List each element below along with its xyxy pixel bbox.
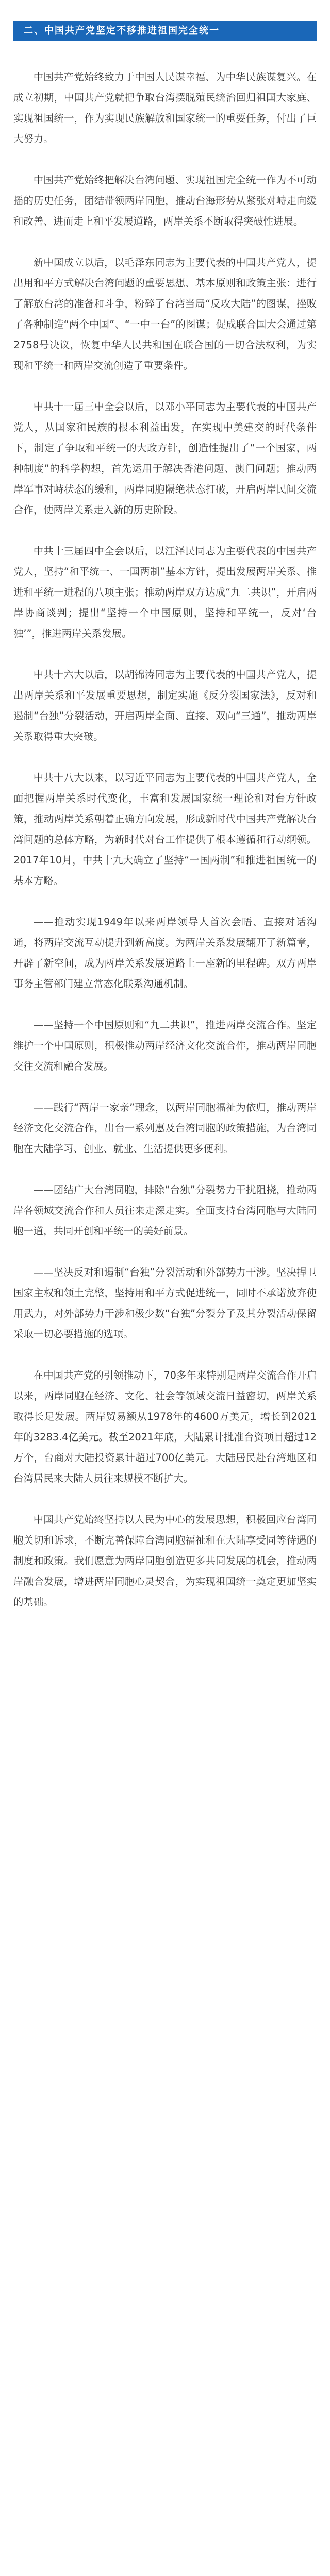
section-title: 二、中国共产党坚定不移推进祖国完全统一 — [24, 25, 220, 36]
paragraph-9: ——坚持一个中国原则和“九二共识”，推进两岸交流合作。坚定维护一个中国原则，积极推动两岸经济文化交流合作，推动两岸同胞交往交流和融合发展。 — [13, 1019, 317, 1072]
paragraph-1: 中国共产党始终致力于中国人民谋幸福、为中华民族谋复兴。在成立初期，中国共产党就把争取台湾摆脱殖民统治回归祖国大家庭、实现祖国统一，作为实现民族解放和国家统一的重要任务，付出了巨大努力。 — [13, 71, 317, 145]
paragraph-4: 中共十一届三中全会以后，以邓小平同志为主要代表的中国共产党人，从国家和民族的根本利益出发，在实现中美建交的时代条件下，制定了争取和平统一的大政方针，创造性提出了“一个国家，两种制度”的科学构想，首先运用于解决香港问题、澳门问题；推动两岸军事对峙状态的缓和，两岸同胞隔绝状态打破，开启两岸民间交流合作，使两岸关系走入新的历史阶段。 — [13, 401, 317, 516]
paragraph-6: 中共十六大以后，以胡锦涛同志为主要代表的中国共产党人，提出两岸关系和平发展重要思想，制定实施《反分裂国家法》，反对和遏制“台独”分裂活动，开启两岸全面、直接、双向“三通”，推动两岸关系取得重大突破。 — [13, 669, 317, 742]
paragraph-2: 中国共产党始终把解决台湾问题、实现祖国完全统一作为不可动摇的历史任务，团结带领两岸同胞，推动台海形势从紧张对峙走向缓和改善、进而走上和平发展道路，两岸关系不断取得突破性进展。 — [13, 174, 317, 227]
paragraph-12: ——坚决反对和遏制“台独”分裂活动和外部势力干涉。坚决捍卫国家主权和领土完整，坚持用和平方式促进统一，同时不承诺放弃使用武力，对外部势力干涉和极少数“台独”分裂分子及其分裂活动保留采取一切必要措施的选项。 — [13, 1266, 317, 1340]
paragraph-14: 中国共产党始终坚持以人民为中心的发展思想，积极回应台湾同胞关切和诉求，不断完善保障台湾同胞福祉和在大陆享受同等待遇的制度和政策。我们愿意为两岸同胞创造更多共同发展的机会，推动两岸融合发展，增进两岸同胞心灵契合，为实现祖国统一奠定更加坚实的基础。 — [13, 1514, 317, 1608]
paragraph-11: ——团结广大台湾同胞，排除“台独”分裂势力干扰阻挠，推动两岸各领域交流合作和人员往来走深走实。全面支持台湾同胞与大陆同胞一道，共同开创和平统一的美好前景。 — [13, 1184, 317, 1237]
paragraph-13: 在中国共产党的引领推动下，70多年来特别是两岸交流合作开启以来，两岸同胞在经济、文化、社会等领域交流日益密切，两岸关系取得长足发展。两岸贸易额从1978年的4600万美元，增长到2021年的3283.4亿美元。截至2021年底，大陆累计批准台资项目超过12万个，台商对大陆投资累计超过700亿美元。大陆居民赴台湾地区和台湾居民来大陆人员往来规模不断扩大。 — [13, 1369, 317, 1484]
paragraph-8: ——推动实现1949年以来两岸领导人首次会晤、直接对话沟通，将两岸交流互动提升到新高度。为两岸关系发展翻开了新篇章，开辟了新空间，成为两岸关系发展道路上一座新的里程碑。双方两岸事务主管部门建立常态化联系沟通机制。 — [13, 916, 317, 990]
article-body — [13, 67, 317, 1633]
section-header — [13, 21, 317, 41]
paragraph-5: 中共十三届四中全会以后，以江泽民同志为主要代表的中国共产党人，坚持“和平统一、一国两制”基本方针，提出发展两岸关系、推进和平统一进程的八项主张；推动两岸双方达成“九二共识”，开启两岸协商谈判；提出“坚持一个中国原则，坚持和平统一，反对‘台独’”，推进两岸关系发展。 — [13, 545, 317, 639]
paragraph-7: 中共十八大以来，以习近平同志为主要代表的中国共产党人，全面把握两岸关系时代变化，丰富和发展国家统一理论和对台方针政策，推动两岸关系朝着正确方向发展，形成新时代中国共产党解决台湾问题的总体方略，为新时代对台工作提供了根本遵循和行动纲领。2017年10月，中共十九大确立了坚持“一国两制”和推进祖国统一的基本方略。 — [13, 772, 317, 887]
paragraph-10: ——践行“两岸一家亲”理念，以两岸同胞福祉为依归，推动两岸经济文化交流合作，出台一系列惠及台湾同胞的政策措施，为台湾同胞在大陆学习、创业、就业、生活提供更多便利。 — [13, 1101, 317, 1155]
paragraph-3: 新中国成立以后，以毛泽东同志为主要代表的中国共产党人，提出用和平方式解决台湾问题的重要思想、基本原则和政策主张：进行了解放台湾的准备和斗争，粉碎了台湾当局“反攻大陆”的图谋，挫败了各种制造“两个中国”、“一中一台”的图谋；促成联合国大会通过第2758号决议，恢复中华人民共和国在联合国的一切合法权利，为实现和平统一和两岸交流创造了重要条件。 — [13, 257, 317, 371]
